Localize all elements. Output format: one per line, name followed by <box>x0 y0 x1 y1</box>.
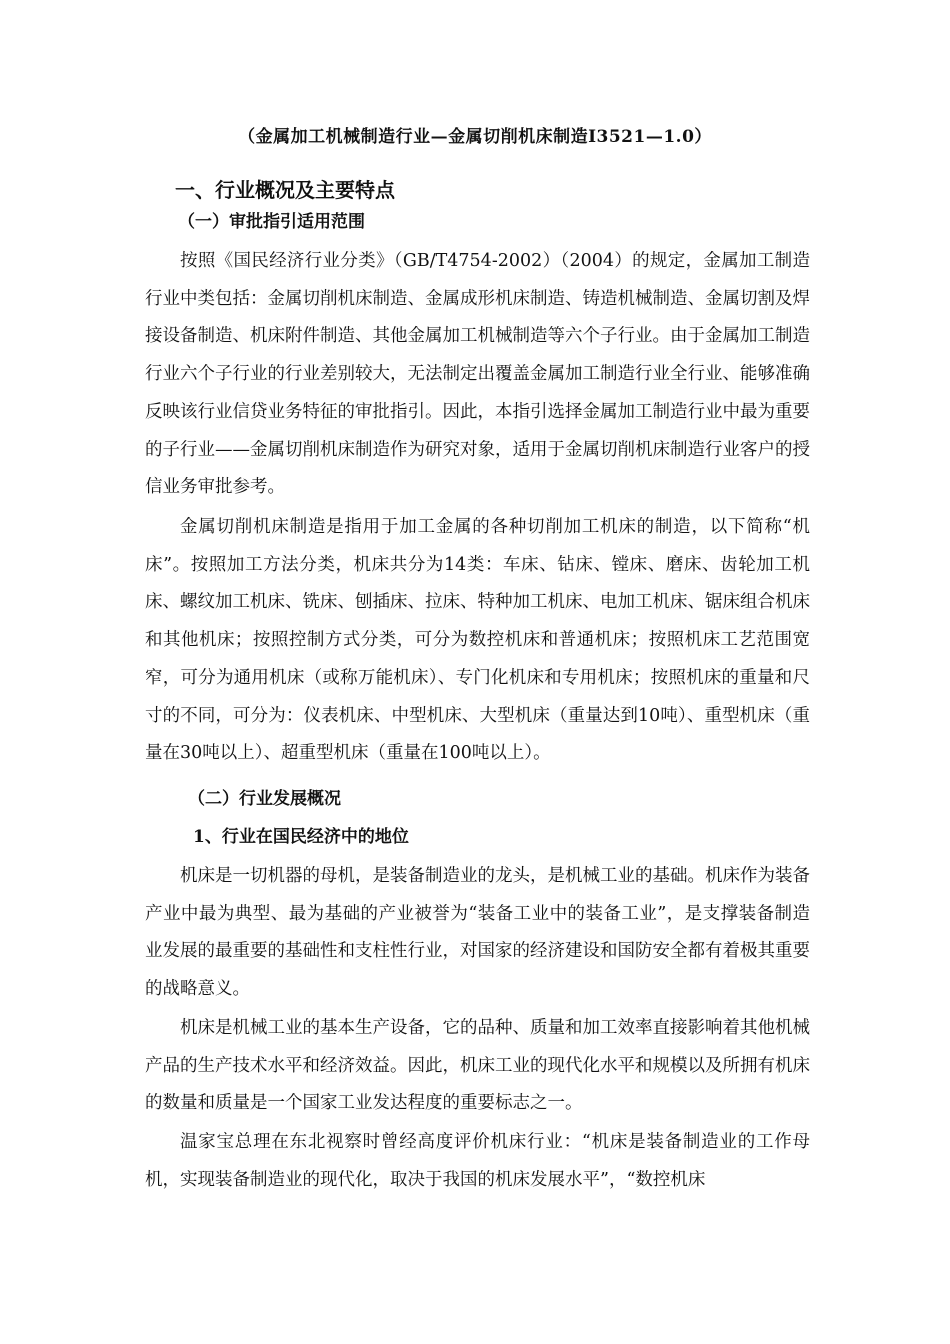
paragraph-basic-equipment: 机床是机械工业的基本生产设备，它的品种、质量和加工效率直接影响着其他机械产品的生产技术水平和经济效益。因此，机床工业的现代化水平和规模以及所拥有机床的数量和质量是一个国家工业发达程度的重要标志之一。 <box>145 1018 810 1114</box>
item-heading-economic-status: 1、行业在国民经济中的地位 <box>193 827 409 847</box>
paragraph-machine-tool-definition: 金属切削机床制造是指用于加工金属的各种切削加工机床的制造，以下简称“机床”。按照加工方法分类，机床共分为14类：车床、钻床、镗床、磨床、齿轮加工机床、螺纹加工机床、铣床、刨插床、拉床、特种加工机床、电加工机床、锯床组合机床和其他机床；按照控制方式分类，可分为数控机床和普通机床；按照机床工艺范围宽窄，可分为通用机床（或称万能机床）、专门化机床和专用机床；按照机床的重量和尺寸的不同，可分为：仪表机床、中型机床、大型机床（重量达到10吨）、重型机床（重量在30吨以上）、超重型机床（重量在100吨以上）。 <box>145 517 810 764</box>
paragraph-premier-quote: 温家宝总理在东北视察时曾经高度评价机床行业：“机床是装备制造业的工作母机，实现装备制造业的现代化，取决于我国的机床发展水平”，“数控机床 <box>145 1132 810 1190</box>
subsection-heading-scope: （一）审批指引适用范围 <box>178 212 365 232</box>
document-title: （金属加工机械制造行业—金属切削机床制造I3521—1.0） <box>238 127 712 147</box>
section-heading-industry-overview: 一、行业概况及主要特点 <box>175 178 395 202</box>
paragraph-scope-classification: 按照《国民经济行业分类》（GB/T4754-2002）（2004）的规定，金属加工制造行业中类包括：金属切削机床制造、金属成形机床制造、铸造机械制造、金属切割及焊接设备制造、机床附件制造、其他金属加工机械制造等六个子行业。由于金属加工制造行业六个子行业的行业差别较大，无法制定出覆盖金属加工制造行业全行业、能够准确反映该行业信贷业务特征的审批指引。因此，本指引选择金属加工制造行业中最为重要的子行业——金属切削机床制造作为研究对象，适用于金属切削机床制造行业客户的授信业务审批参考。 <box>145 251 810 498</box>
paragraph-mother-machine: 机床是一切机器的母机，是装备制造业的龙头，是机械工业的基础。机床作为装备产业中最为典型、最为基础的产业被誉为“装备工业中的装备工业”，是支撑装备制造业发展的最重要的基础性和支柱性行业，对国家的经济建设和国防安全都有着极其重要的战略意义。 <box>145 866 810 1000</box>
subsection-heading-development: （二）行业发展概况 <box>188 789 341 809</box>
